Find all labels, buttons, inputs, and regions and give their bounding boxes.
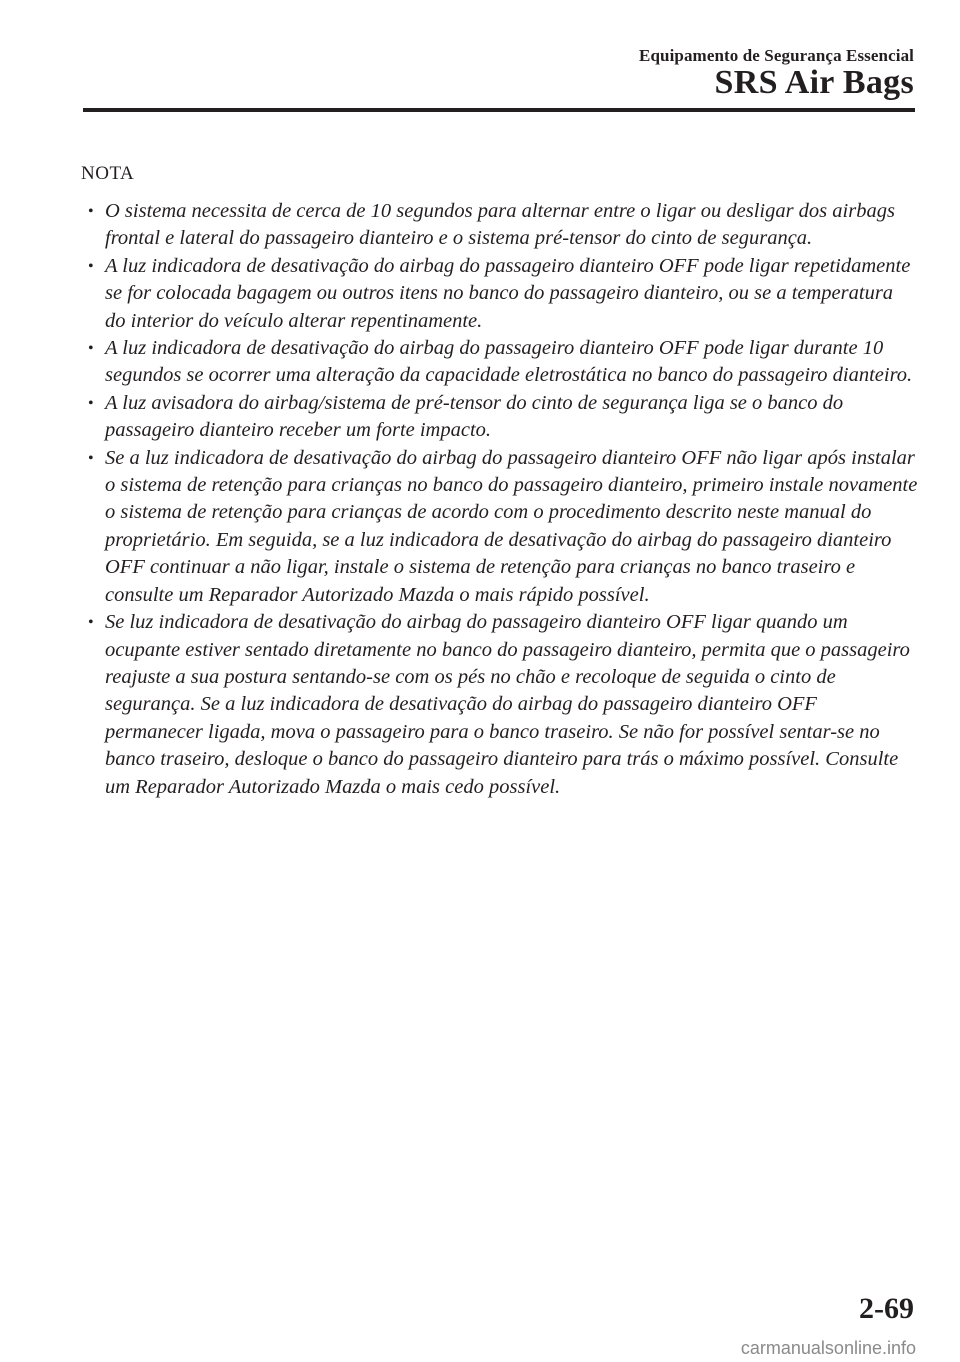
note-item-text: A luz avisadora do airbag/sistema de pré-tensor do cinto de segurança liga se o banco do passageiro dianteiro receber um forte impacto. <box>105 391 844 442</box>
note-item-text: Se a luz indicadora de desativação do airbag do passageiro dianteiro OFF não ligar após instalar o sistema de retenção para crianças no banco do passageiro dianteiro, primeiro instale novamente o sistema de retenção para crianças de acordo com o procedimento descrito neste manual do proprietário. Em seguida, se a luz indicadora de desativação do airbag do passageiro dianteiro OFF continuar a não ligar, instale o sistema de retenção para crianças no banco traseiro e consulte um Reparador Autorizado Mazda o mais rápido possível. <box>105 446 918 606</box>
note-item <box>83 445 918 609</box>
bullet-icon: • <box>88 203 94 220</box>
note-heading: NOTA <box>81 163 135 184</box>
note-item <box>83 335 918 390</box>
note-item <box>83 390 918 445</box>
header-divider <box>83 108 915 112</box>
note-item <box>83 198 918 253</box>
bullet-icon: • <box>88 340 94 358</box>
section-heading: Equipamento de Segurança Essencial <box>639 46 914 65</box>
bullet-icon: • <box>88 614 94 632</box>
note-list <box>83 198 918 801</box>
note-item-text: A luz indicadora de desativação do airbag do passageiro dianteiro OFF pode ligar repetidamente se for colocada bagagem ou outros itens no banco do passageiro dianteiro, ou se a temperatura do interior do veículo alterar repentinamente. <box>105 254 911 332</box>
bullet-icon: • <box>88 394 94 412</box>
page-number: 2-69 <box>859 1292 914 1325</box>
bullet-icon: • <box>88 257 94 275</box>
note-item-text: A luz indicadora de desativação do airbag do passageiro dianteiro OFF pode ligar durante 10 segundos se ocorrer uma alteração da capacidade eletrostática no banco do passageiro dianteiro. <box>105 337 913 387</box>
bullet-icon: • <box>88 449 94 467</box>
note-item <box>83 253 918 335</box>
note-item-text: O sistema necessita de cerca de 10 segundos para alternar entre o ligar ou desligar dos airbags frontal e lateral do passageiro dianteiro e o sistema pré-tensor do cinto de segurança. <box>105 200 895 250</box>
chapter-title: SRS Air Bags <box>714 64 914 101</box>
note-item <box>83 609 918 801</box>
note-item-text: Se luz indicadora de desativação do airbag do passageiro dianteiro OFF ligar quando um ocupante estiver sentado diretamente no banco do passageiro dianteiro, permita que o passageiro reajuste a sua postura sentando-se com os pés no chão e recoloque de seguida o cinto de segurança. Se a luz indicadora de desativação do airbag do passageiro dianteiro OFF permanecer ligada, mova o passageiro para o banco traseiro. Se não for possível sentar-se no banco traseiro, desloque o banco do passageiro dianteiro para trás o máximo possível. Consulte um Reparador Autorizado Mazda o mais cedo possível. <box>105 611 910 798</box>
watermark-text: carmanualsonline.info <box>740 1338 916 1358</box>
